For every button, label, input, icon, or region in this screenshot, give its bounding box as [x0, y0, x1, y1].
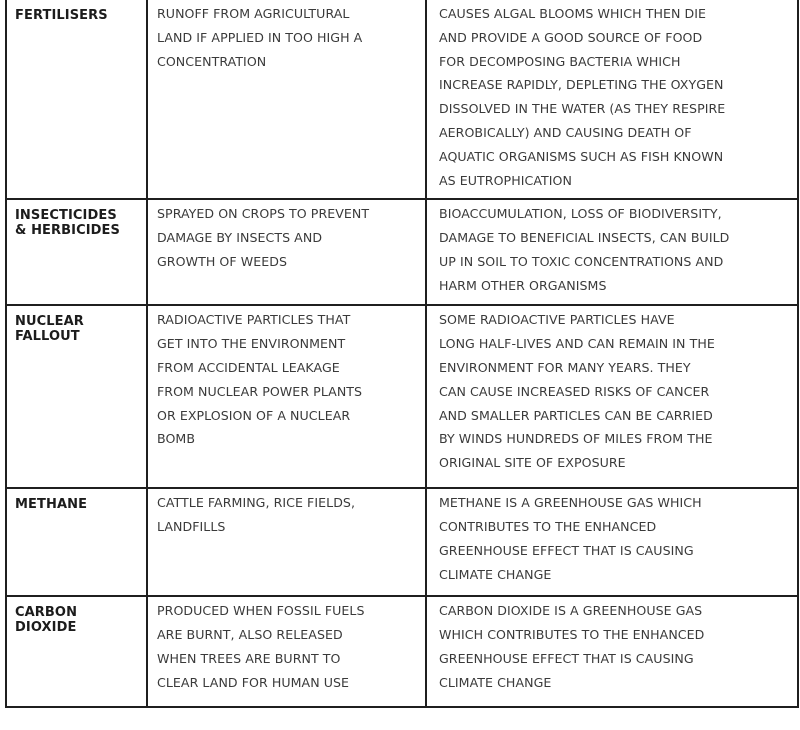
effect-cell: [426, 488, 798, 596]
pollutant-name: FERTILISERS: [15, 8, 108, 23]
pollutant-source: SPRAYED ON CROPS TO PREVENT DAMAGE BY INSECTS AND GROWTH OF WEEDS: [157, 206, 370, 269]
pollutant-effect: BIOACCUMULATION, LOSS OF BIODIVERSITY, DAMAGE TO BENEFICIAL INSECTS, CAN BUILD UP IN SOIL TO TOXIC CONCENTRATIONS AND HARM OTHER ORGANISMS: [439, 206, 730, 293]
pollutant-cell: [6, 0, 147, 199]
pollutant-cell: [6, 199, 147, 305]
pollutant-source: CATTLE FARMING, RICE FIELDS, LANDFILLS: [157, 495, 356, 535]
pollutants-table: [5, 0, 799, 708]
source-cell: [147, 488, 426, 596]
pollutant-name: METHANE: [15, 497, 88, 513]
pollutant-name: CARBON DIOXIDE: [15, 605, 78, 636]
pollutant-source: PRODUCED WHEN FOSSIL FUELS ARE BURNT, ALSO RELEASED WHEN TREES ARE BURNT TO CLEAR LAND FOR HUMAN USE: [157, 603, 365, 690]
source-cell: [147, 305, 426, 488]
pollutant-cell: [6, 596, 147, 707]
table-row: [6, 0, 798, 199]
pollutant-name: INSECTICIDES & HERBICIDES: [15, 208, 120, 239]
pollutant-effect: CARBON DIOXIDE IS A GREENHOUSE GAS WHICH CONTRIBUTES TO THE ENHANCED GREENHOUSE EFFECT THAT IS CAUSING CLIMATE CHANGE: [439, 603, 705, 690]
effect-cell: [426, 0, 798, 199]
source-cell: [147, 596, 426, 707]
effect-cell: [426, 596, 798, 707]
pollutant-effect: CAUSES ALGAL BLOOMS WHICH THEN DIE AND PROVIDE A GOOD SOURCE OF FOOD FOR DECOMPOSING BACTERIA WHICH INCREASE RAPIDLY, DEPLETING THE OXYGEN DISSOLVED IN THE WATER (AS THEY RESPIRE AEROBICALLY) AND CAUSING DEATH OF AQUATIC ORGANISMS SUCH AS FISH KNOWN AS EUTROPHICATION: [439, 6, 726, 188]
pollutant-source: RUNOFF FROM AGRICULTURAL LAND IF APPLIED IN TOO HIGH A CONCENTRATION: [157, 6, 363, 69]
pollutant-name: NUCLEAR FALLOUT: [15, 314, 84, 345]
table-row: [6, 596, 798, 707]
table-row: [6, 488, 798, 596]
effect-cell: [426, 199, 798, 305]
effect-cell: [426, 305, 798, 488]
pollutant-effect: METHANE IS A GREENHOUSE GAS WHICH CONTRIBUTES TO THE ENHANCED GREENHOUSE EFFECT THAT IS CAUSING CLIMATE CHANGE: [439, 495, 702, 582]
pollutant-cell: [6, 488, 147, 596]
source-cell: [147, 199, 426, 305]
pollutant-effect: SOME RADIOACTIVE PARTICLES HAVE LONG HALF-LIVES AND CAN REMAIN IN THE ENVIRONMENT FOR MANY YEARS. THEY CAN CAUSE INCREASED RISKS OF CANCER AND SMALLER PARTICLES CAN BE CARRIED BY WINDS HUNDREDS OF MILES FROM THE ORIGINAL SITE OF EXPOSURE: [439, 312, 715, 471]
table-row: [6, 305, 798, 488]
pollutant-source: RADIOACTIVE PARTICLES THAT GET INTO THE ENVIRONMENT FROM ACCIDENTAL LEAKAGE FROM NUCLEAR POWER PLANTS OR EXPLOSION OF A NUCLEAR BOMB: [157, 312, 363, 447]
pollutant-cell: [6, 305, 147, 488]
table-row: [6, 199, 798, 305]
source-cell: [147, 0, 426, 199]
